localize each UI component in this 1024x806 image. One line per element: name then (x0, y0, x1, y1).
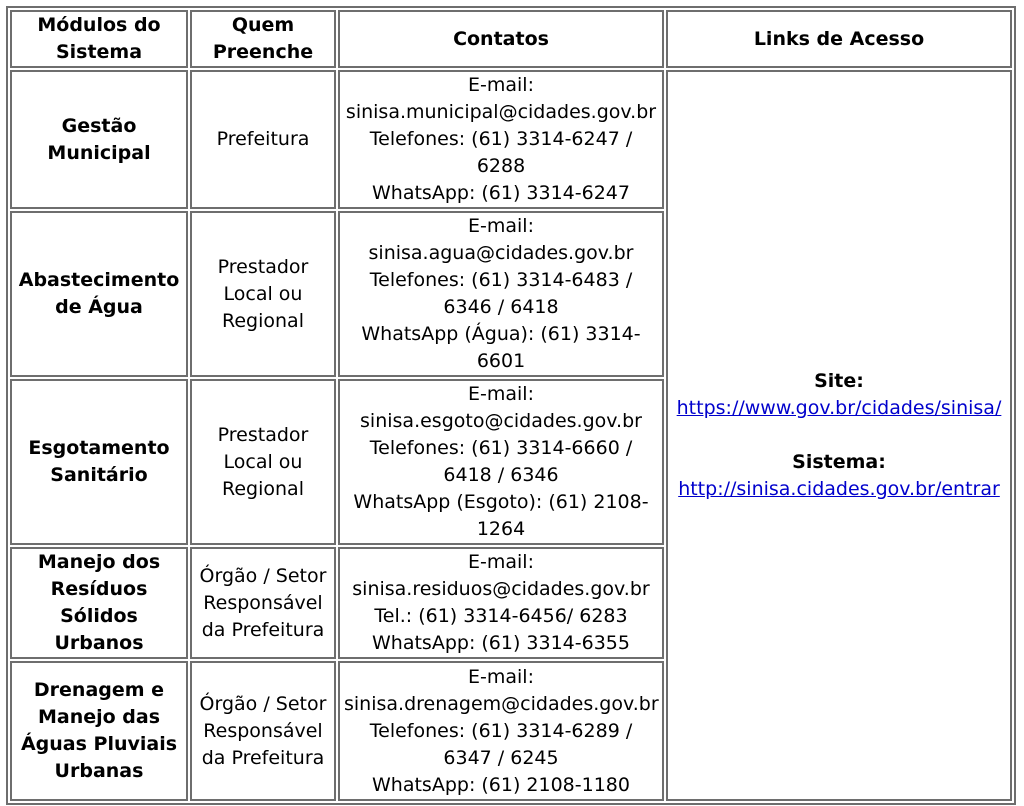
whatsapp: WhatsApp: (61) 3314-6247 (372, 182, 630, 204)
modulo-cell: Gestão Municipal (10, 70, 188, 209)
header-row (10, 10, 1012, 68)
quem-cell: Prefeitura (190, 70, 336, 209)
quem-cell: Órgão / Setor Responsável da Prefeitura (190, 661, 336, 801)
email-label: E-mail: (468, 215, 534, 237)
whatsapp: WhatsApp (Esgoto): (61) 2108-1264 (353, 491, 649, 540)
modulo-cell: Esgotamento Sanitário (10, 379, 188, 545)
email-address[interactable]: sinisa.municipal@cidades.gov.br (345, 101, 657, 123)
telefones: Telefones: (61) 3314-6660 / 6418 / 6346 (369, 437, 633, 486)
email-address[interactable]: sinisa.drenagem@cidades.gov.br (344, 692, 659, 715)
email-label: E-mail: (468, 665, 534, 688)
contatos-cell (338, 547, 664, 659)
whatsapp: WhatsApp: (61) 3314-6355 (372, 632, 630, 654)
header-modulos: Módulos do Sistema (10, 10, 188, 68)
modulo-cell: Abastecimento de Água (10, 211, 188, 377)
telefones: Telefones: (61) 3314-6483 / 6346 / 6418 (369, 269, 633, 318)
email-label: E-mail: (468, 551, 534, 573)
contatos-cell (338, 70, 664, 209)
links-cell (666, 70, 1012, 801)
telefones: Tel.: (61) 3314-6456/ 6283 (374, 605, 628, 627)
site-link[interactable]: https://www.gov.br/cidades/sinisa/ (676, 397, 1002, 419)
whatsapp: WhatsApp: (61) 2108-1180 (372, 773, 630, 796)
header-contatos: Contatos (338, 10, 664, 68)
email-address[interactable]: sinisa.agua@cidades.gov.br (368, 242, 634, 264)
contatos-cell (338, 379, 664, 545)
site-label: Site: (814, 370, 864, 392)
whatsapp: WhatsApp (Água): (61) 3314-6601 (361, 323, 641, 372)
quem-cell: Órgão / Setor Responsável da Prefeitura (190, 547, 336, 659)
sinisa-contacts-table (6, 6, 1016, 805)
page (6, 6, 1016, 805)
email-label: E-mail: (468, 383, 534, 405)
quem-cell: Prestador Local ou Regional (190, 211, 336, 377)
sistema-label: Sistema: (792, 451, 886, 473)
contatos-cell (338, 661, 664, 801)
spacer (672, 422, 1006, 449)
header-quem-preenche: Quem Preenche (190, 10, 336, 68)
contatos-cell (338, 211, 664, 377)
quem-cell: Prestador Local ou Regional (190, 379, 336, 545)
email-label: E-mail: (468, 74, 534, 96)
sistema-link[interactable]: http://sinisa.cidades.gov.br/entrar (678, 478, 1000, 500)
telefones: Telefones: (61) 3314-6247 / 6288 (369, 128, 633, 177)
header-links-de-acesso: Links de Acesso (666, 10, 1012, 68)
table-row (10, 70, 1012, 209)
email-address[interactable]: sinisa.esgoto@cidades.gov.br (360, 410, 642, 432)
telefones: Telefones: (61) 3314-6289 / 6347 / 6245 (369, 719, 633, 769)
modulo-cell: Manejo dos Resíduos Sólidos Urbanos (10, 547, 188, 659)
email-address[interactable]: sinisa.residuos@cidades.gov.br (352, 578, 650, 600)
modulo-cell: Drenagem e Manejo das Águas Pluviais Urbanas (10, 661, 188, 801)
